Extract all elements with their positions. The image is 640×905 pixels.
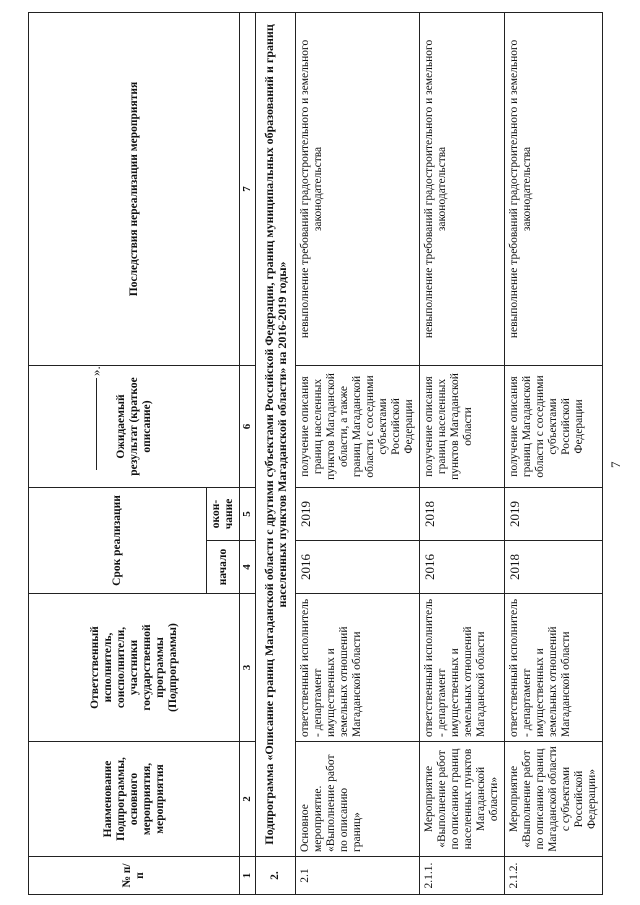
table-row xyxy=(505,12,603,894)
header-row xyxy=(29,12,207,894)
section-title: Подпрограмма «Описание границ Магаданской области с другими субъектами Российской Федерации, границ муниципальных образований и границ населенных пунктов Магаданской области» на 2016-2019 годы» xyxy=(256,12,296,856)
row-id: 2.1.2. xyxy=(505,857,603,895)
header-start: начало xyxy=(207,541,240,594)
row-conseq: невыполнение требований градостроительного и земельного законодательства xyxy=(505,12,603,365)
col-number: 5 xyxy=(240,487,256,540)
row-exec: ответственный исполнитель - департамент имущественных и земельных отношений Магаданской области xyxy=(505,594,603,742)
program-table xyxy=(28,12,603,895)
closing-quote: ». xyxy=(88,366,103,376)
row-name: Мероприятие «Выполнение работ по описанию границ Магаданской области с субъектами Российской Федерации» xyxy=(505,742,603,857)
row-name: Основное мероприятие. «Выполнение работ по описанию границ» xyxy=(296,742,420,857)
row-exec: ответственный исполнитель - департамент имущественных и земельных отношений Магаданской области xyxy=(296,594,420,742)
col-number: 6 xyxy=(240,365,256,487)
col-number: 2 xyxy=(240,742,256,857)
row-result: получение описания границ населенных пунктов Магаданской области xyxy=(420,365,505,487)
row-conseq: невыполнение требований градостроительного и земельного законодательства xyxy=(296,12,420,365)
row-exec: ответственный исполнитель - департамент имущественных и земельных отношений Магаданской области xyxy=(420,594,505,742)
col-number: 3 xyxy=(240,594,256,742)
header-term: Срок реализации xyxy=(29,487,207,593)
column-number-row xyxy=(240,12,256,894)
col-number: 7 xyxy=(240,12,256,365)
col-number: 4 xyxy=(240,541,256,594)
row-end: 2019 xyxy=(505,487,603,540)
row-conseq: невыполнение требований градостроительного и земельного законодательства xyxy=(420,12,505,365)
header-no: № п/п xyxy=(29,857,240,895)
signature-line xyxy=(96,378,97,470)
row-id: 2.1 xyxy=(296,857,420,895)
header-conseq: Последствия нереализации мероприятия xyxy=(29,12,240,365)
row-start: 2018 xyxy=(505,541,603,594)
col-number: 1 xyxy=(240,857,256,895)
row-start: 2016 xyxy=(420,541,505,594)
header-end: окон-чание xyxy=(207,487,240,540)
header-exec: Ответственный исполнитель, соисполнители, участники государственной программы (Подпрограммы) xyxy=(29,594,240,742)
row-result: получение описания границ населенных пунктов Магаданской области, а также границ Магаданской области с соседними субъектами Российской Федерации xyxy=(296,365,420,487)
row-name: Мероприятие «Выполнение работ по описанию границ населенных пунктов Магаданской области» xyxy=(420,742,505,857)
row-id: 2.1.1. xyxy=(420,857,505,895)
closing-mark xyxy=(88,366,104,470)
row-end: 2019 xyxy=(296,487,420,540)
table-row xyxy=(420,12,505,894)
header-name: Наименование Подпрограммы, основного мероприятия, мероприятия xyxy=(29,742,240,857)
row-end: 2018 xyxy=(420,487,505,540)
row-start: 2016 xyxy=(296,541,420,594)
section-id: 2. xyxy=(256,857,296,895)
row-result: получение описания границ Магаданской области с соседними субъектами Российской Федерации xyxy=(505,365,603,487)
table-row xyxy=(296,12,420,894)
header-result: Ожидаемый результат (краткое описание) xyxy=(29,365,240,487)
section-row xyxy=(256,12,296,894)
page-number: 7 xyxy=(608,461,623,468)
